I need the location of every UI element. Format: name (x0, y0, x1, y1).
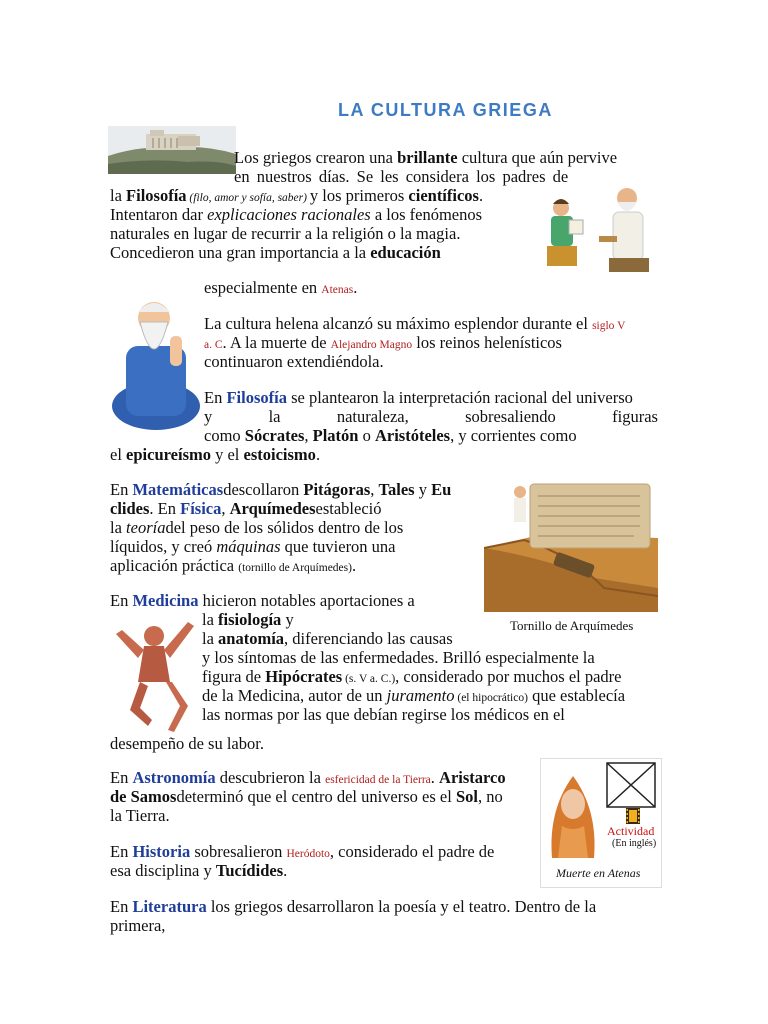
p3-line1: En Filosofía se plantearon la interpretación racional del universo (204, 388, 633, 407)
p2-line2: a. C. A la muerte de Alejandro Magno los reinos helenísticos (204, 333, 562, 352)
p5-line8: desempeño de su labor. (110, 734, 264, 753)
p6-line2: de Samosdeterminó que el centro del universo es el Sol, no (110, 787, 503, 806)
anatomy-figure-image (108, 606, 200, 734)
p2-line1: La cultura helena alcanzó su máximo esplendor durante el siglo V (204, 314, 626, 333)
p2-line3: continuaron extendiéndola. (204, 352, 384, 371)
p8-line2: primera, (110, 916, 166, 935)
p5-line1: En Medicina hicieron notables aportaciones a (110, 591, 415, 610)
activity-language: (En inglés) (612, 838, 657, 849)
p4-line4: líquidos, y creó máquinas que tuvieron una (110, 537, 396, 556)
activity-caption: Muerte en Atenas (556, 866, 641, 880)
p5-line7: las normas por las que debían regirse los médicos en el (202, 705, 565, 724)
woman-portrait-image[interactable] (544, 770, 602, 858)
teacher-student-image (539, 180, 659, 276)
p1-line2: en nuestros días. Se les considera los padres de (234, 167, 569, 186)
p4-line5: aplicación práctica (tornillo de Arquímedes). (110, 556, 357, 575)
tornillo-caption: Tornillo de Arquímedes (510, 618, 634, 633)
p1-line5: naturales en lugar de recurrir a la religión o la magia. (110, 224, 461, 243)
p7-line2: esa disciplina y Tucídides. (110, 861, 288, 880)
p5-line2: la fisiología y (202, 610, 294, 629)
p4-line2: clides. En Física, Arquímedesestableció (110, 499, 382, 518)
p3-line4: el epicureísmo y el estoicismo. (110, 445, 321, 464)
archimedes-screw-image (484, 478, 658, 612)
p1-line7: especialmente en Atenas. (204, 278, 358, 297)
p8-line1: En Literatura los griegos desarrollaron la poesía y el teatro. Dentro de la (110, 897, 597, 916)
p6-line3: la Tierra. (110, 806, 170, 825)
page-title: LA CULTURA GRIEGA (338, 100, 553, 120)
activity-link[interactable]: Actividad (607, 824, 655, 838)
p5-line4: y los síntomas de las enfermedades. Brilló especialmente la (202, 648, 595, 667)
p5-line6: de la Medicina, autor de un juramento (el hipocrático) que establecía (202, 686, 626, 705)
p3-line3: como Sócrates, Platón o Aristóteles, y corrientes como (204, 426, 577, 445)
film-icon (626, 808, 640, 824)
p5-line3: la anatomía, diferenciando las causas (202, 629, 453, 648)
p7-line1: En Historia sobresalieron Heródoto, considerado el padre de (110, 842, 495, 861)
p5-line5: figura de Hipócrates (s. V a. C.), considerado por muchos el padre (202, 667, 622, 686)
p4-line3: la teoríadel peso de los sólidos dentro de los (110, 518, 404, 537)
p4-line1: En Matemáticasdescollaron Pitágoras, Tales y Eu (110, 480, 452, 499)
video-placeholder-icon[interactable] (606, 762, 656, 808)
p1-line1: Los griegos crearon una brillante cultura que aún pervive (234, 148, 618, 167)
philosopher-image (108, 296, 204, 434)
acropolis-image (108, 126, 236, 174)
p1-line4: Intentaron dar explicaciones racionales a los fenómenos (110, 205, 483, 224)
p6-line1: En Astronomía descubrieron la esfericidad de la Tierra. Aristarco (110, 768, 506, 787)
p1-line3: la Filosofía (filo, amor y sofía, saber) y los primeros científicos. (110, 186, 484, 205)
p3-line2: y la naturaleza, sobresaliendo figuras (204, 407, 658, 426)
p1-line6: Concedieron una gran importancia a la educación (110, 243, 441, 262)
